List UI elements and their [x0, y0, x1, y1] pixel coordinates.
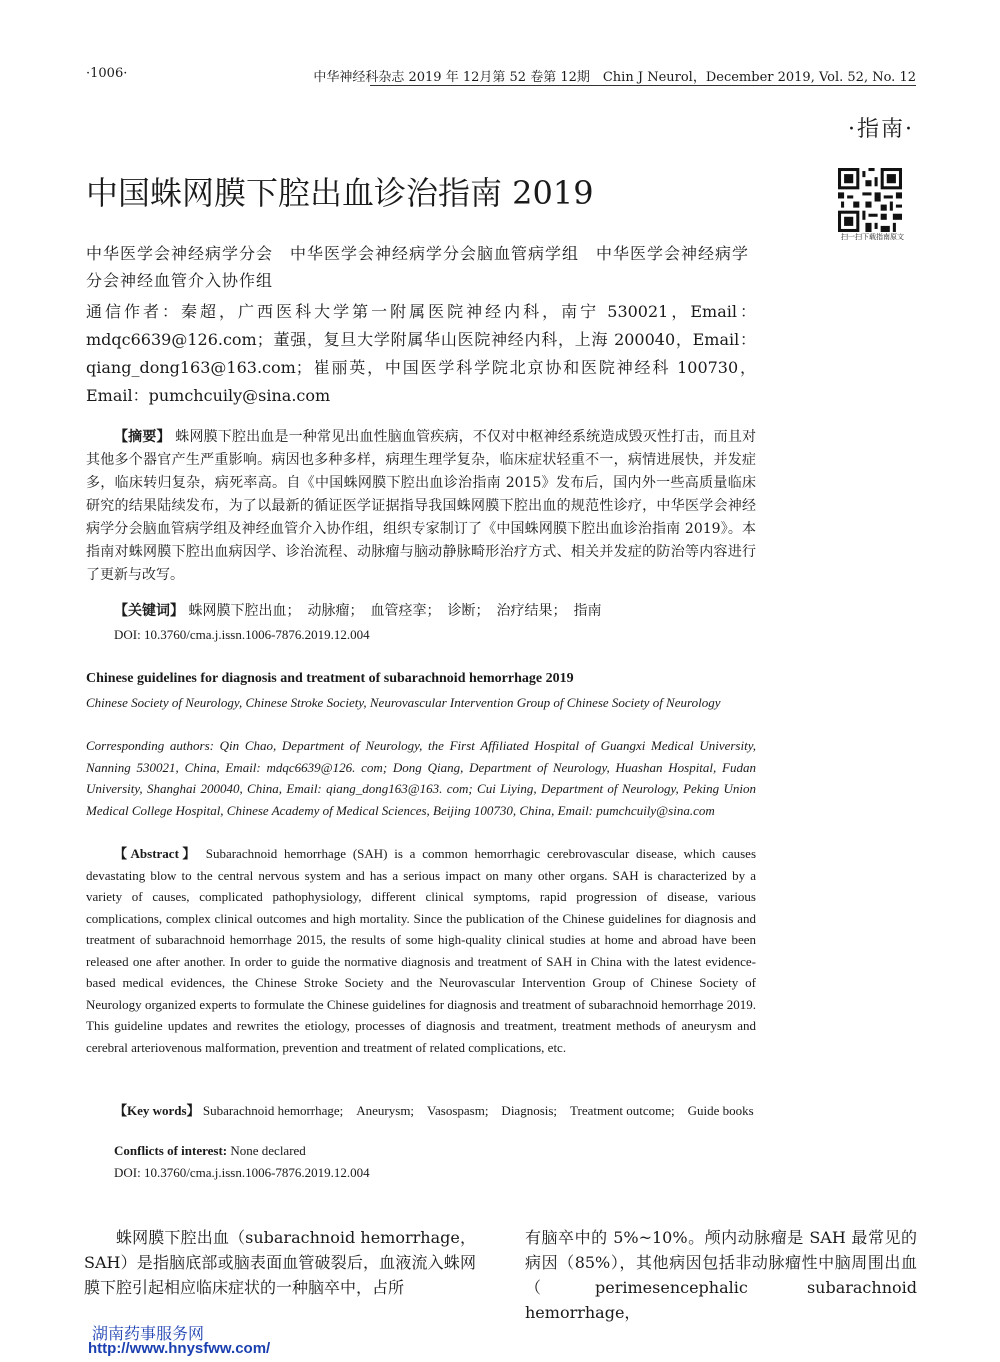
header-divider	[370, 85, 916, 86]
keywords-en-label: 【Key words】	[114, 1103, 200, 1118]
keywords-en	[86, 1100, 756, 1122]
conflicts-text: None declared	[230, 1143, 306, 1158]
conflicts-label: Conflicts of interest:	[114, 1143, 228, 1158]
abstract-cn-text: 蛛网膜下腔出血是一种常见出血性脑血管疾病，不仅对中枢神经系统造成毁灭性打击，而且对其他多个器官产生严重影响。病因也多种多样，病理生理学复杂，临床症状轻重不一，病情进展快，并发症多，临床转归复杂，病死率高。自《中国蛛网膜下腔出血诊治指南 2015》发布后，国内外一些高质量临床研究的结果陆续发布，为了以最新的循证医学证据指导我国蛛网膜下腔出血的规范性诊疗，中华医学会神经病学分会脑血管病学组及神经血管介入协作组，组织专家制订了《中国蛛网膜下腔出血诊治指南 2019》。本指南对蛛网膜下腔出血病因学、诊治流程、动脉瘤与脑动静脉畸形治疗方式、相关并发症的防治等内容进行了更新与改写。	[86, 429, 757, 583]
abstract-en	[86, 843, 756, 1058]
watermark-url-link[interactable]: http://www.hnysfww.com/	[88, 1340, 271, 1357]
abstract-en-label: 【Abstract】	[114, 846, 199, 861]
article-title: 中国蛛网膜下腔出血诊治指南 2019	[86, 174, 594, 212]
doi-cn: DOI: 10.3760/cma.j.issn.1006-7876.2019.12.004	[114, 627, 370, 642]
keywords-cn-text: 蛛网膜下腔出血； 动脉瘤； 血管痉挛； 诊断； 治疗结果； 指南	[188, 603, 602, 619]
article-title-en: Chinese guidelines for diagnosis and treatment of subarachnoid hemorrhage 2019	[86, 671, 574, 686]
journal-header: 中华神经科杂志 2019 年 12月第 52 卷第 12期 Chin J Neurol，December 2019, Vol. 52, No. 12	[313, 70, 916, 85]
corresponding-authors-en: Corresponding authors: Qin Chao, Department of Neurology, the First Affiliated Hospital of Guangxi Medical University, Nanning 530021, China, Email: mdqc6639@126. com; Dong Qiang, Department of Neurology, Huashan Hospital, Fudan University, Shanghai 200040, China, Email: qiang_dong163@163. com; Cui Liying, Department of Neurology, Peking Union Medical College Hospital, Chinese Academy of Medical Sciences, Beijing 100730, China, Email: pumchcuily@sina.com	[86, 738, 756, 818]
corresponding-authors-cn: 通信作者：秦超，广西医科大学第一附属医院神经内科，南宁 530021，Email：mdqc6639@126.com；董强，复旦大学附属华山医院神经内科，上海 200040，Email：qiang_dong163@163.com；崔丽英，中国医学科学院北京协和医院神经科 100730，Email：pumchcuily@sina.com	[86, 302, 756, 405]
keywords-cn-label: 【关键词】	[114, 603, 184, 619]
watermark-site-name: 湖南药事服务网	[92, 1324, 205, 1343]
abstract-cn	[86, 426, 756, 587]
body-column-right: 有脑卒中的 5%~10%。颅内动脉瘤是 SAH 最常见的病因（85%），其他病因包括非动脉瘤性中脑周围出血（perimesencephalic subarachnoid hemorrhage，	[525, 1228, 917, 1322]
body-column-left: 蛛网膜下腔出血（subarachnoid hemorrhage，SAH）是指脑底部或脑表面血管破裂后，血液流入蛛网膜下腔引起相应临床症状的一种脑卒中，占所	[84, 1228, 476, 1297]
section-tag: ·指南·	[848, 117, 914, 142]
page-number: ·1006·	[86, 66, 128, 81]
qr-caption: 扫一扫下载指南原文	[841, 233, 904, 241]
doi-en: DOI: 10.3760/cma.j.issn.1006-7876.2019.12.004	[114, 1165, 370, 1180]
keywords-en-text: Subarachnoid hemorrhage; Aneurysm; Vasospasm; Diagnosis; Treatment outcome; Guide books	[202, 1103, 754, 1118]
abstract-cn-label: 【摘要】	[114, 429, 171, 445]
qr-code-icon	[838, 168, 902, 232]
keywords-cn	[114, 600, 601, 620]
authors-cn: 中华医学会神经病学分会 中华医学会神经病学分会脑血管病学组 中华医学会神经病学分会神经血管介入协作组	[86, 244, 750, 290]
conflicts-of-interest	[114, 1143, 306, 1159]
authors-en: Chinese Society of Neurology, Chinese Stroke Society, Neurovascular Intervention Group of Chinese Society of Neurology	[86, 695, 721, 710]
abstract-en-text: Subarachnoid hemorrhage (SAH) is a common hemorrhagic cerebrovascular disease, which causes devastating blow to the central nervous system and has a serious impact on many other organs. SAH is characterized by a variety of causes, complicated pathophysiology, different clinical symptoms, rapid progression of disease, various complications, complex clinical outcomes and high mortality. Since the publication of the Chinese guidelines for diagnosis and treatment of subarachnoid hemorrhage 2015, the results of some high-quality clinical studies at home and abroad have been released one after another. In order to guide the normative diagnosis and treatment of SAH in China with the latest evidence-based medical evidences, the Chinese Stroke Society and the Neurovascular Intervention Group of Chinese Society of Neurology organized experts to formulate the Chinese guidelines for diagnosis and treatment of subarachnoid hemorrhage 2019. This guideline updates and rewrites the etiology, processes of diagnosis and treatment, treatment methods of aneurysm and cerebral arteriovenous malformation, prevention and treatment of related complications, etc.	[86, 846, 757, 1055]
